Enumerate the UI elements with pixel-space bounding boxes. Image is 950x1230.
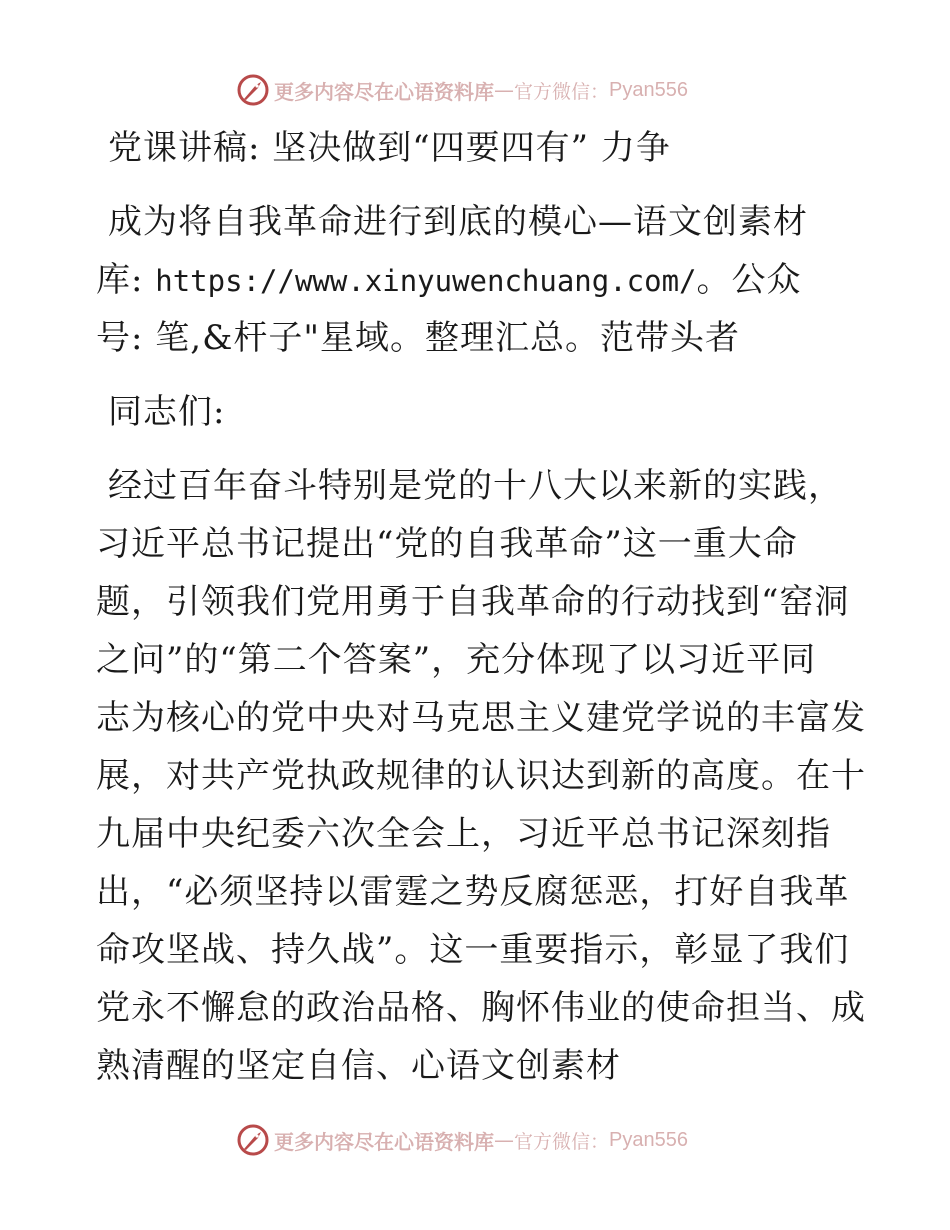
banner-wechat-label: 官方微信： [514, 1130, 610, 1153]
body-line: 之问”的“第二个答案”，充分体现了以习近平同 [96, 640, 817, 680]
body-line: 习近平总书记提出“党的自我革命”这一重大命 [96, 524, 798, 564]
body-line: 出，“必须坚持以雷霆之势反腐惩恶，打好自我革 [96, 872, 850, 912]
banner-site-name: 更多内容尽在心语资料库 [274, 79, 494, 104]
banner-dash: — [494, 78, 514, 102]
title-line-3-suffix: 。公众 [696, 260, 802, 300]
header-banner [236, 72, 688, 108]
document-title-line-1: 党课讲稿: 坚决做到“四要四有” 力争 [108, 128, 671, 168]
banner-wechat-id: Pyan556 [609, 78, 688, 101]
body-line: 命攻坚战、持久战”。这一重要指示，彰显了我们 [96, 930, 850, 970]
banner-site-name: 更多内容尽在心语资料库 [274, 1129, 494, 1154]
body-line: 党永不懈怠的政治品格、胸怀伟业的使命担当、成 [96, 988, 866, 1028]
title-line-3-prefix: 库: [96, 260, 156, 300]
banner-wechat-label: 官方微信： [514, 80, 610, 103]
body-line: 九届中央纪委六次全会上，习近平总书记深刻指 [96, 814, 831, 854]
source-url-link[interactable]: https://www.xinyuwenchuang.com/ [155, 264, 697, 298]
pen-nib-logo-icon [236, 73, 270, 107]
pen-nib-logo-icon [236, 1123, 270, 1157]
document-title-line-3 [96, 260, 802, 301]
banner-wechat-id: Pyan556 [609, 1128, 688, 1151]
salutation: 同志们: [108, 392, 226, 432]
body-line: 熟清醒的坚定自信、心语文创素材 [96, 1046, 621, 1086]
body-line: 经过百年奋斗特别是党的十八大以来新的实践， [108, 466, 843, 506]
document-title-line-2: 成为将自我革命进行到底的模心—语文创素材 [108, 202, 808, 242]
footer-banner [236, 1122, 688, 1158]
body-line: 志为核心的党中央对马克思主义建党学说的丰富发 [96, 698, 866, 738]
body-line: 题，引领我们党用勇于自我革命的行动找到“窑洞 [96, 582, 850, 622]
banner-dash: — [494, 1128, 514, 1152]
document-title-line-4: 号: 笔,&杆子"星域。整理汇总。范带头者 [96, 318, 740, 358]
body-line: 展，对共产党执政规律的认识达到新的高度。在十 [96, 756, 866, 796]
